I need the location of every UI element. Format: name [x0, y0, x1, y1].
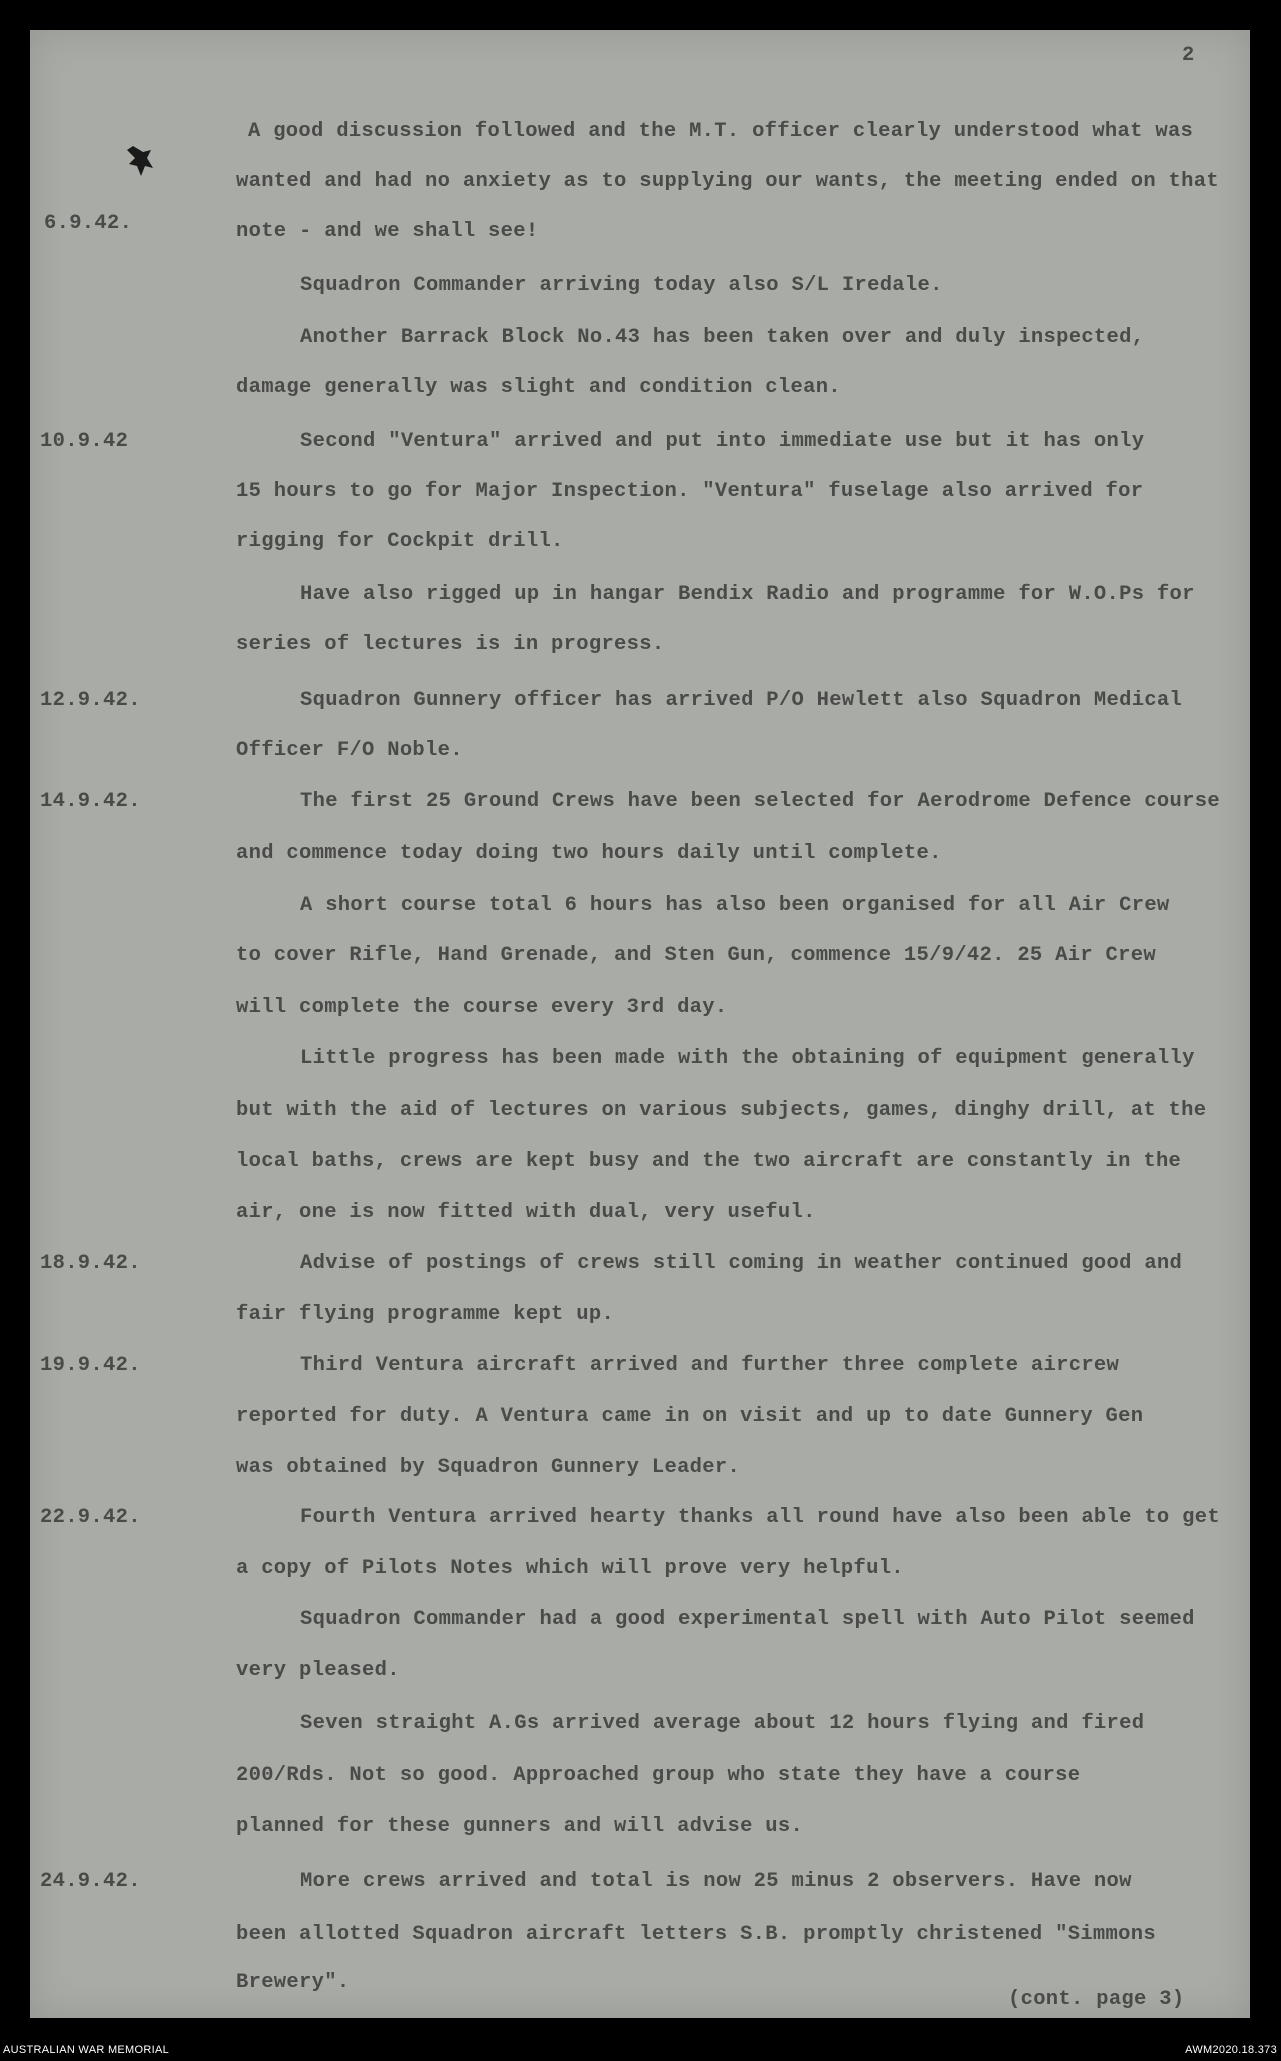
- text-line: air, one is now fitted with dual, very useful.: [236, 1201, 816, 1224]
- text-line: planned for these gunners and will advise us.: [236, 1815, 804, 1838]
- text-line: Brewery".: [236, 1971, 350, 1994]
- text-line: a copy of Pilots Notes which will prove very helpful.: [236, 1557, 904, 1580]
- text-line: Advise of postings of crews still coming in weather continued good and: [300, 1252, 1183, 1275]
- text-line: was obtained by Squadron Gunnery Leader.: [236, 1456, 741, 1479]
- text-line: More crews arrived and total is now 25 minus 2 observers. Have now: [300, 1870, 1132, 1893]
- continuation-note: (cont. page 3): [1008, 1988, 1185, 2011]
- text-line: 15 hours to go for Major Inspection. "Ventura" fuselage also arrived for: [236, 480, 1144, 503]
- text-line: Another Barrack Block No.43 has been taken over and duly inspected,: [300, 326, 1145, 349]
- text-line: been allotted Squadron aircraft letters S.B. promptly christened "Simmons: [236, 1923, 1156, 1946]
- entry-date: 14.9.42.: [40, 790, 141, 813]
- text-line: Squadron Commander had a good experimental spell with Auto Pilot seemed: [300, 1608, 1195, 1631]
- text-line: to cover Rifle, Hand Grenade, and Sten Gun, commence 15/9/42. 25 Air Crew: [236, 944, 1156, 967]
- text-line: Squadron Commander arriving today also S/L Iredale.: [300, 274, 943, 297]
- text-line: Third Ventura aircraft arrived and further three complete aircrew: [300, 1354, 1120, 1377]
- text-line: Officer F/O Noble.: [236, 739, 463, 762]
- text-line: Little progress has been made with the obtaining of equipment generally: [300, 1047, 1195, 1070]
- entry-date: 18.9.42.: [40, 1252, 141, 1275]
- text-line: series of lectures is in progress.: [236, 633, 665, 656]
- document-page: [30, 30, 1250, 2018]
- text-line: very pleased.: [236, 1659, 400, 1682]
- text-line: Squadron Gunnery officer has arrived P/O Hewlett also Squadron Medical: [300, 689, 1183, 712]
- text-line: wanted and had no anxiety as to supplying our wants, the meeting ended on that: [236, 170, 1219, 193]
- text-line: note - and we shall see!: [236, 220, 539, 243]
- text-line: Have also rigged up in hangar Bendix Radio and programme for W.O.Ps for: [300, 583, 1195, 606]
- text-line: Seven straight A.Gs arrived average about 12 hours flying and fired: [300, 1712, 1145, 1735]
- entry-date: 10.9.42: [40, 430, 129, 453]
- page-number: 2: [1182, 44, 1195, 67]
- text-line: rigging for Cockpit drill.: [236, 530, 564, 553]
- text-line: but with the aid of lectures on various subjects, games, dinghy drill, at the: [236, 1099, 1207, 1122]
- text-line: A good discussion followed and the M.T. officer clearly understood what was: [248, 120, 1194, 143]
- entry-date: 19.9.42.: [40, 1354, 141, 1377]
- text-line: The first 25 Ground Crews have been selected for Aerodrome Defence course: [300, 790, 1220, 813]
- text-line: local baths, crews are kept busy and the two aircraft are constantly in the: [236, 1150, 1182, 1173]
- entry-date: 6.9.42.: [44, 212, 133, 235]
- text-line: A short course total 6 hours has also been organised for all Air Crew: [300, 894, 1170, 917]
- text-line: damage generally was slight and condition clean.: [236, 376, 841, 399]
- ink-blot-mark: [125, 142, 155, 180]
- text-line: Fourth Ventura arrived hearty thanks all round have also been able to get: [300, 1506, 1220, 1529]
- entry-date: 22.9.42.: [40, 1506, 141, 1529]
- entry-date: 24.9.42.: [40, 1870, 141, 1893]
- text-line: will complete the course every 3rd day.: [236, 996, 728, 1019]
- text-line: reported for duty. A Ventura came in on visit and up to date Gunnery Gen: [236, 1405, 1144, 1428]
- entry-date: 12.9.42.: [40, 689, 141, 712]
- text-line: Second "Ventura" arrived and put into immediate use but it has only: [300, 430, 1145, 453]
- archive-credit: AUSTRALIAN WAR MEMORIAL: [3, 2044, 170, 2056]
- text-line: 200/Rds. Not so good. Approached group who state they have a course: [236, 1764, 1081, 1787]
- text-line: fair flying programme kept up.: [236, 1303, 615, 1326]
- archive-reference: AWM2020.18.373: [1185, 2044, 1277, 2056]
- text-line: and commence today doing two hours daily until complete.: [236, 842, 942, 865]
